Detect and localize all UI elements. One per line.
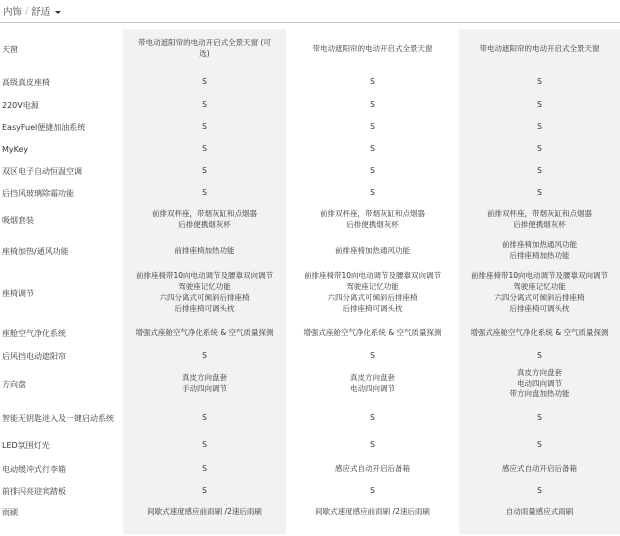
spec-cell-line: 六四分离式可倾斜后排座椅 bbox=[327, 293, 418, 302]
spec-cell bbox=[459, 440, 620, 451]
spec-cell bbox=[123, 440, 286, 451]
spec-cell bbox=[459, 368, 620, 400]
table-row bbox=[0, 236, 620, 266]
caret-down-icon[interactable] bbox=[55, 11, 61, 14]
spec-cell-line: S bbox=[202, 122, 207, 132]
spec-cell-line: S bbox=[370, 485, 375, 495]
row-label bbox=[0, 100, 123, 111]
table-row bbox=[0, 95, 620, 116]
spec-cell-line: 六四分离式可倾斜后排座椅 bbox=[159, 293, 250, 302]
spec-cell bbox=[459, 166, 620, 177]
spec-cell bbox=[123, 166, 286, 177]
spec-cell-line: S bbox=[202, 412, 207, 422]
row-label-line: 天窗 bbox=[2, 44, 18, 54]
spec-cell-line: 电动四向调节 bbox=[350, 384, 395, 393]
spec-cell bbox=[123, 413, 286, 424]
spec-cell-line: S bbox=[202, 440, 207, 450]
table-row bbox=[0, 139, 620, 160]
row-label bbox=[0, 288, 123, 299]
spec-cell-line: S bbox=[202, 144, 207, 154]
spec-cell-line: S bbox=[537, 100, 542, 110]
spec-cell-line: 后排便携烟灰杯 bbox=[346, 220, 399, 229]
table-row bbox=[0, 320, 620, 346]
spec-cell-line: S bbox=[370, 165, 375, 175]
spec-cell bbox=[286, 122, 459, 133]
row-label bbox=[0, 440, 123, 451]
row-label-line: EasyFuel便捷加油系统 bbox=[2, 123, 86, 132]
spec-cell-line: S bbox=[202, 351, 207, 361]
spec-cell-line: 感应式自动开启后备箱 bbox=[335, 463, 410, 473]
spec-cell-line: S bbox=[202, 165, 207, 175]
spec-cell bbox=[123, 122, 286, 133]
spec-cell bbox=[459, 328, 620, 339]
row-label-line: 电动缓冲式行李箱 bbox=[2, 464, 66, 474]
spec-cell bbox=[286, 166, 459, 177]
spec-cell bbox=[286, 188, 459, 199]
table-row bbox=[0, 367, 620, 401]
row-label-line: 吸烟套装 bbox=[2, 215, 34, 225]
spec-cell bbox=[123, 328, 286, 339]
spec-cell-line: 电动四向调节 bbox=[517, 378, 562, 388]
spec-cell-line: 前排座椅加热功能 bbox=[174, 245, 235, 255]
spec-cell-line: S bbox=[537, 187, 542, 197]
spec-cell bbox=[286, 44, 459, 55]
spec-cell bbox=[459, 240, 620, 262]
spec-cell-line: S bbox=[202, 485, 207, 495]
table-row bbox=[0, 456, 620, 482]
spec-cell-line: 真皮方向盘套 bbox=[182, 373, 227, 383]
spec-cell bbox=[123, 209, 286, 231]
row-label-line: 统 bbox=[106, 413, 114, 423]
table-row bbox=[0, 500, 620, 525]
row-label-line: 220V电源 bbox=[2, 101, 39, 110]
spec-cell-line: S bbox=[537, 122, 542, 132]
row-label bbox=[0, 246, 123, 257]
spec-cell bbox=[123, 464, 286, 475]
spec-cell-line: 后排便携烟灰杯 bbox=[178, 220, 231, 229]
spec-cell bbox=[459, 44, 620, 55]
spec-cell-line: 驾驶座记忆功能 bbox=[346, 282, 399, 292]
spec-cell-line: S bbox=[537, 165, 542, 175]
breadcrumb-parent[interactable]: 内饰 bbox=[3, 7, 23, 18]
spec-cell-line: 增强式座舱空气净化系统 & 空气质量探测 bbox=[135, 327, 274, 337]
table-row bbox=[0, 346, 620, 367]
row-label bbox=[0, 486, 123, 497]
row-label bbox=[0, 464, 123, 475]
row-label bbox=[0, 215, 123, 226]
spec-cell-line: 带电动遮阳帘的电动开启式全景天窗 bbox=[479, 43, 600, 53]
spec-cell bbox=[459, 77, 620, 88]
row-label-line: 双区电子自动恒温空调 bbox=[2, 166, 82, 176]
spec-cell bbox=[286, 246, 459, 257]
row-label bbox=[0, 351, 123, 362]
table-row bbox=[0, 482, 620, 500]
spec-cell-line: 后排座椅加热功能 bbox=[509, 251, 570, 260]
row-label bbox=[0, 44, 123, 55]
spec-cell bbox=[286, 351, 459, 362]
spec-cell-line: 前排座椅加热通风功能 bbox=[502, 240, 577, 250]
spec-cell-line: 自动雨量感应式雨刷 bbox=[505, 507, 574, 517]
row-label bbox=[0, 413, 123, 424]
row-label-line: 后风挡电动遮阳帘 bbox=[2, 352, 66, 361]
spec-cell-line: 前排双杯座，带烟灰缸和点烟器 bbox=[487, 209, 592, 219]
spec-cell-line: 增强式座舱空气净化系统 & 空气质量探测 bbox=[303, 327, 442, 337]
table-row bbox=[0, 182, 620, 204]
row-label-line: 前排闪亮迎宾踏板 bbox=[2, 486, 66, 496]
spec-cell-line: 六四分离式可倾斜后排座椅 bbox=[494, 293, 585, 302]
spec-cell-line: S bbox=[370, 122, 375, 132]
spec-cell-line: 后排座椅可调头枕 bbox=[174, 303, 235, 313]
spec-cell bbox=[286, 77, 459, 88]
spec-cell bbox=[123, 486, 286, 497]
spec-cell bbox=[286, 100, 459, 111]
spec-cell bbox=[123, 100, 286, 111]
row-label bbox=[0, 507, 123, 518]
spec-cell bbox=[286, 328, 459, 339]
spec-cell-line: S bbox=[370, 144, 375, 154]
table-row bbox=[0, 401, 620, 435]
row-label-line: 座椅调节 bbox=[2, 288, 34, 298]
spec-cell bbox=[459, 413, 620, 424]
spec-cell-line: S bbox=[370, 440, 375, 450]
spec-cell-line: 选) bbox=[199, 49, 210, 58]
table-row bbox=[0, 435, 620, 456]
row-label bbox=[0, 122, 123, 133]
spec-cell-line: 带电动遮阳帘的电动开启式全景天窗 bbox=[312, 43, 433, 53]
spec-cell-line: 手动四向调节 bbox=[182, 384, 227, 393]
spec-cell-line: 带电动遮阳帘的电动开启式全景天窗 (可 bbox=[138, 38, 271, 48]
spec-cell bbox=[123, 38, 286, 60]
row-label-line: LED氛围灯光 bbox=[2, 441, 50, 450]
row-label bbox=[0, 77, 123, 88]
spec-cell bbox=[459, 271, 620, 314]
row-label bbox=[0, 379, 123, 390]
row-label bbox=[0, 144, 123, 155]
spec-cell-line: 后排便携烟灰杯 bbox=[513, 220, 566, 229]
spec-cell bbox=[459, 188, 620, 199]
row-label-line: 智能无钥匙进入及一键启动系 bbox=[2, 413, 106, 423]
spec-cell bbox=[459, 351, 620, 362]
spec-cell-line: S bbox=[537, 485, 542, 495]
spec-cell bbox=[459, 100, 620, 111]
spec-cell-line: 真皮方向盘套 bbox=[350, 373, 395, 383]
spec-cell bbox=[459, 209, 620, 231]
spec-cell-line: 前排双杯座，带烟灰缸和点烟器 bbox=[152, 209, 257, 219]
row-label-line: 座舱空气净化系统 bbox=[2, 328, 66, 338]
spec-cell-line: 前排座椅加热通风功能 bbox=[335, 245, 410, 255]
row-label-line: MyKey bbox=[2, 145, 29, 154]
spec-cell bbox=[459, 464, 620, 475]
spec-cell-line: 感应式自动开启后备箱 bbox=[502, 463, 577, 473]
spec-cell-line: S bbox=[202, 187, 207, 197]
breadcrumb bbox=[3, 3, 61, 19]
spec-cell bbox=[123, 77, 286, 88]
spec-cell-line: 增强式座舱空气净化系统 & 空气质量探测 bbox=[470, 327, 609, 337]
spec-cell bbox=[286, 486, 459, 497]
spec-cell-line: S bbox=[537, 144, 542, 154]
table-row bbox=[0, 69, 620, 95]
spec-cell-line: S bbox=[370, 100, 375, 110]
table-row bbox=[0, 116, 620, 139]
spec-cell bbox=[459, 507, 620, 518]
spec-cell-line: 间歇式速度感应前雨刷 /2速后雨刷 bbox=[147, 507, 262, 517]
spec-cell-line: 间歇式速度感应前雨刷 /2速后雨刷 bbox=[315, 507, 430, 517]
spec-cell-line: S bbox=[202, 100, 207, 110]
spec-cell bbox=[286, 209, 459, 231]
spec-cell-line: S bbox=[370, 76, 375, 86]
spec-cell bbox=[459, 486, 620, 497]
table-row bbox=[0, 29, 620, 69]
spec-cell-line: 前排座椅带10向电动调节及腰靠双向调节 bbox=[470, 271, 609, 281]
spec-cell bbox=[286, 413, 459, 424]
spec-cell-line: S bbox=[370, 412, 375, 422]
spec-cell-line: 前排座椅带10向电动调节及腰靠双向调节 bbox=[135, 271, 274, 281]
spec-cell bbox=[123, 271, 286, 314]
spec-cell-line: S bbox=[537, 76, 542, 86]
spec-cell-line: 前排双杯座，带烟灰缸和点烟器 bbox=[320, 209, 425, 219]
spec-cell-line: S bbox=[370, 351, 375, 361]
spec-cell bbox=[123, 246, 286, 257]
spec-cell-line: 驾驶座记忆功能 bbox=[178, 282, 231, 292]
spec-cell-line: 后排座椅可调头枕 bbox=[342, 303, 403, 313]
row-label-line: 方向盘 bbox=[2, 379, 26, 389]
table-row bbox=[0, 204, 620, 236]
spec-cell-line: S bbox=[537, 412, 542, 422]
row-label bbox=[0, 328, 123, 339]
row-label bbox=[0, 188, 123, 199]
row-label-line: 后挡风玻璃除霜功能 bbox=[2, 188, 74, 198]
spec-cell-line: 驾驶座记忆功能 bbox=[513, 282, 566, 292]
spec-cell bbox=[286, 440, 459, 451]
spec-cell bbox=[123, 373, 286, 395]
spec-cell bbox=[123, 144, 286, 155]
spec-cell bbox=[286, 271, 459, 314]
breadcrumb-current[interactable]: 舒适 bbox=[31, 7, 51, 18]
spec-cell bbox=[459, 144, 620, 155]
spec-cell bbox=[123, 351, 286, 362]
spec-cell bbox=[123, 188, 286, 199]
spec-cell bbox=[286, 373, 459, 395]
spec-cell bbox=[123, 507, 286, 518]
spec-cell bbox=[286, 507, 459, 518]
table-row bbox=[0, 266, 620, 320]
row-label-line: 座椅加热/通风功能 bbox=[2, 246, 69, 256]
spec-cell-line: 带方向盘加热功能 bbox=[509, 389, 570, 399]
breadcrumb-separator: / bbox=[25, 5, 29, 17]
spec-cell-line: 前排座椅带10向电动调节及腰靠双向调节 bbox=[303, 271, 442, 281]
spec-cell-line: S bbox=[202, 76, 207, 86]
row-label-line: 高级真皮座椅 bbox=[2, 77, 50, 87]
table-row bbox=[0, 160, 620, 182]
spec-cell-line: 后排座椅可调头枕 bbox=[509, 303, 570, 313]
spec-cell-line: S bbox=[537, 351, 542, 361]
spec-cell-line: S bbox=[370, 187, 375, 197]
row-label-line: 雨刷 bbox=[2, 508, 18, 517]
spec-cell bbox=[286, 464, 459, 475]
spec-cell-line: S bbox=[537, 440, 542, 450]
spec-cell-line: S bbox=[202, 463, 207, 473]
row-label bbox=[0, 166, 123, 177]
header-divider bbox=[0, 22, 620, 23]
spec-cell bbox=[286, 144, 459, 155]
spec-cell bbox=[459, 122, 620, 133]
spec-comparison-table bbox=[0, 29, 620, 525]
spec-cell-line: 真皮方向盘套 bbox=[517, 367, 562, 377]
